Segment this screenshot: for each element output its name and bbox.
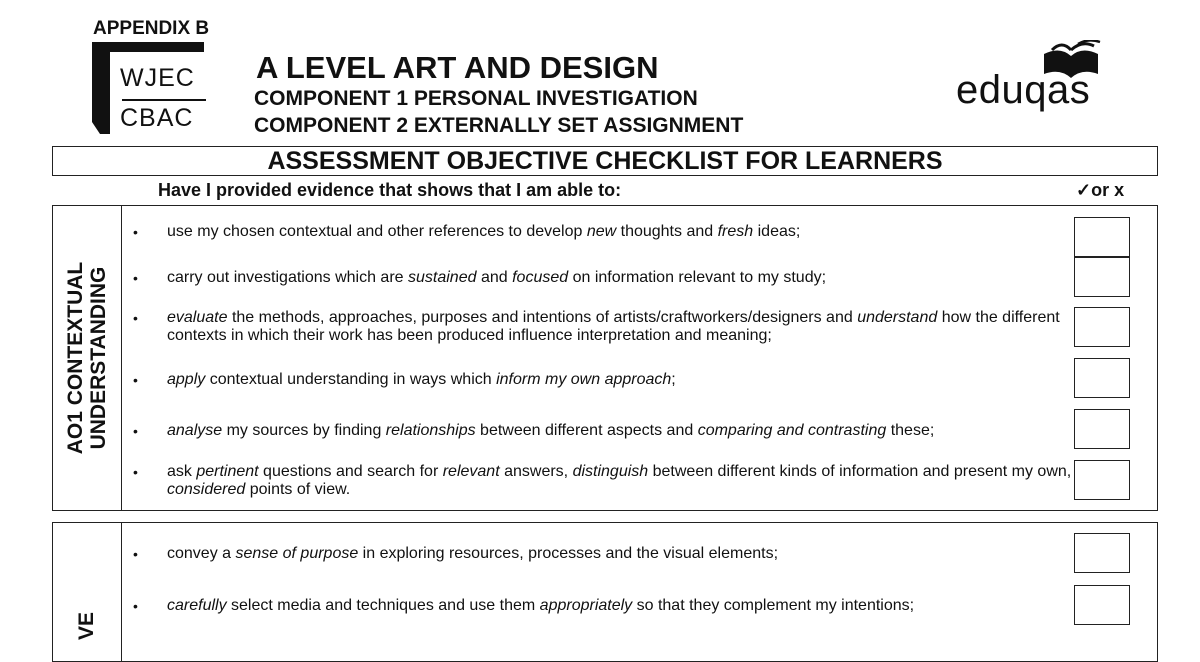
section-ao2-label-text: VE	[75, 611, 98, 641]
section-ao1-label-line2: UNDERSTANDING	[87, 266, 110, 450]
tick-box[interactable]	[1074, 307, 1130, 347]
eduqas-brand: eduqas	[956, 68, 1091, 112]
section-ao1-label	[53, 206, 122, 510]
bullet-icon: •	[133, 372, 138, 388]
section-ao1-label-line1: AO1 CONTEXTUAL	[64, 261, 87, 455]
section-ao2-label	[53, 523, 122, 661]
checklist-item-text: evaluate the methods, approaches, purposes and intentions of artists/craftworkers/designers and understand how the different contexts in which their work has been produced influence interpretation and meaning;	[167, 309, 1060, 344]
checklist-heading: ASSESSMENT OBJECTIVE CHECKLIST FOR LEARNERS	[52, 146, 1158, 176]
logo-divider	[122, 99, 206, 101]
section-ao1	[52, 205, 1158, 511]
bullet-icon: •	[133, 270, 138, 286]
page-title: A LEVEL ART AND DESIGN	[256, 50, 659, 85]
bullet-icon: •	[133, 310, 138, 326]
tick-box[interactable]	[1074, 217, 1130, 257]
tick-column-header: ✓or x	[1076, 180, 1125, 200]
bullet-icon: •	[133, 423, 138, 439]
checklist-item-text: carry out investigations which are sustained and focused on information relevant to my study;	[167, 269, 827, 286]
checklist-item-text: apply contextual understanding in ways which inform my own approach;	[167, 371, 676, 388]
checklist-item-text: carefully select media and techniques and use them appropriately so that they complement my intentions;	[167, 597, 915, 614]
checklist-item-text: convey a sense of purpose in exploring resources, processes and the visual elements;	[167, 545, 779, 562]
component-2-title: COMPONENT 2 EXTERNALLY SET ASSIGNMENT	[254, 114, 744, 137]
tick-box[interactable]	[1074, 409, 1130, 449]
bullet-icon: •	[133, 224, 138, 240]
appendix-label: APPENDIX B	[93, 18, 210, 39]
section-ao2	[52, 522, 1158, 662]
checklist-item-text: analyse my sources by finding relationships between different aspects and comparing and contrasting these;	[167, 422, 935, 439]
tick-box[interactable]	[1074, 585, 1130, 625]
tick-box[interactable]	[1074, 358, 1130, 398]
tick-box[interactable]	[1074, 533, 1130, 573]
bullet-icon: •	[133, 598, 138, 614]
component-1-title: COMPONENT 1 PERSONAL INVESTIGATION	[254, 87, 698, 110]
logo-text-wjec: WJEC	[120, 64, 195, 92]
tick-box[interactable]	[1074, 257, 1130, 297]
checklist-prompt: Have I provided evidence that shows that I am able to:	[158, 180, 622, 200]
bullet-icon: •	[133, 464, 138, 480]
tick-box[interactable]	[1074, 460, 1130, 500]
checklist-item-text: use my chosen contextual and other references to develop new thoughts and fresh ideas;	[167, 223, 801, 240]
logo-text-cbac: CBAC	[120, 104, 194, 132]
bullet-icon: •	[133, 546, 138, 562]
checklist-item-text: ask pertinent questions and search for relevant answers, distinguish between different kinds of information and present my own, considered points of view.	[167, 463, 1072, 498]
